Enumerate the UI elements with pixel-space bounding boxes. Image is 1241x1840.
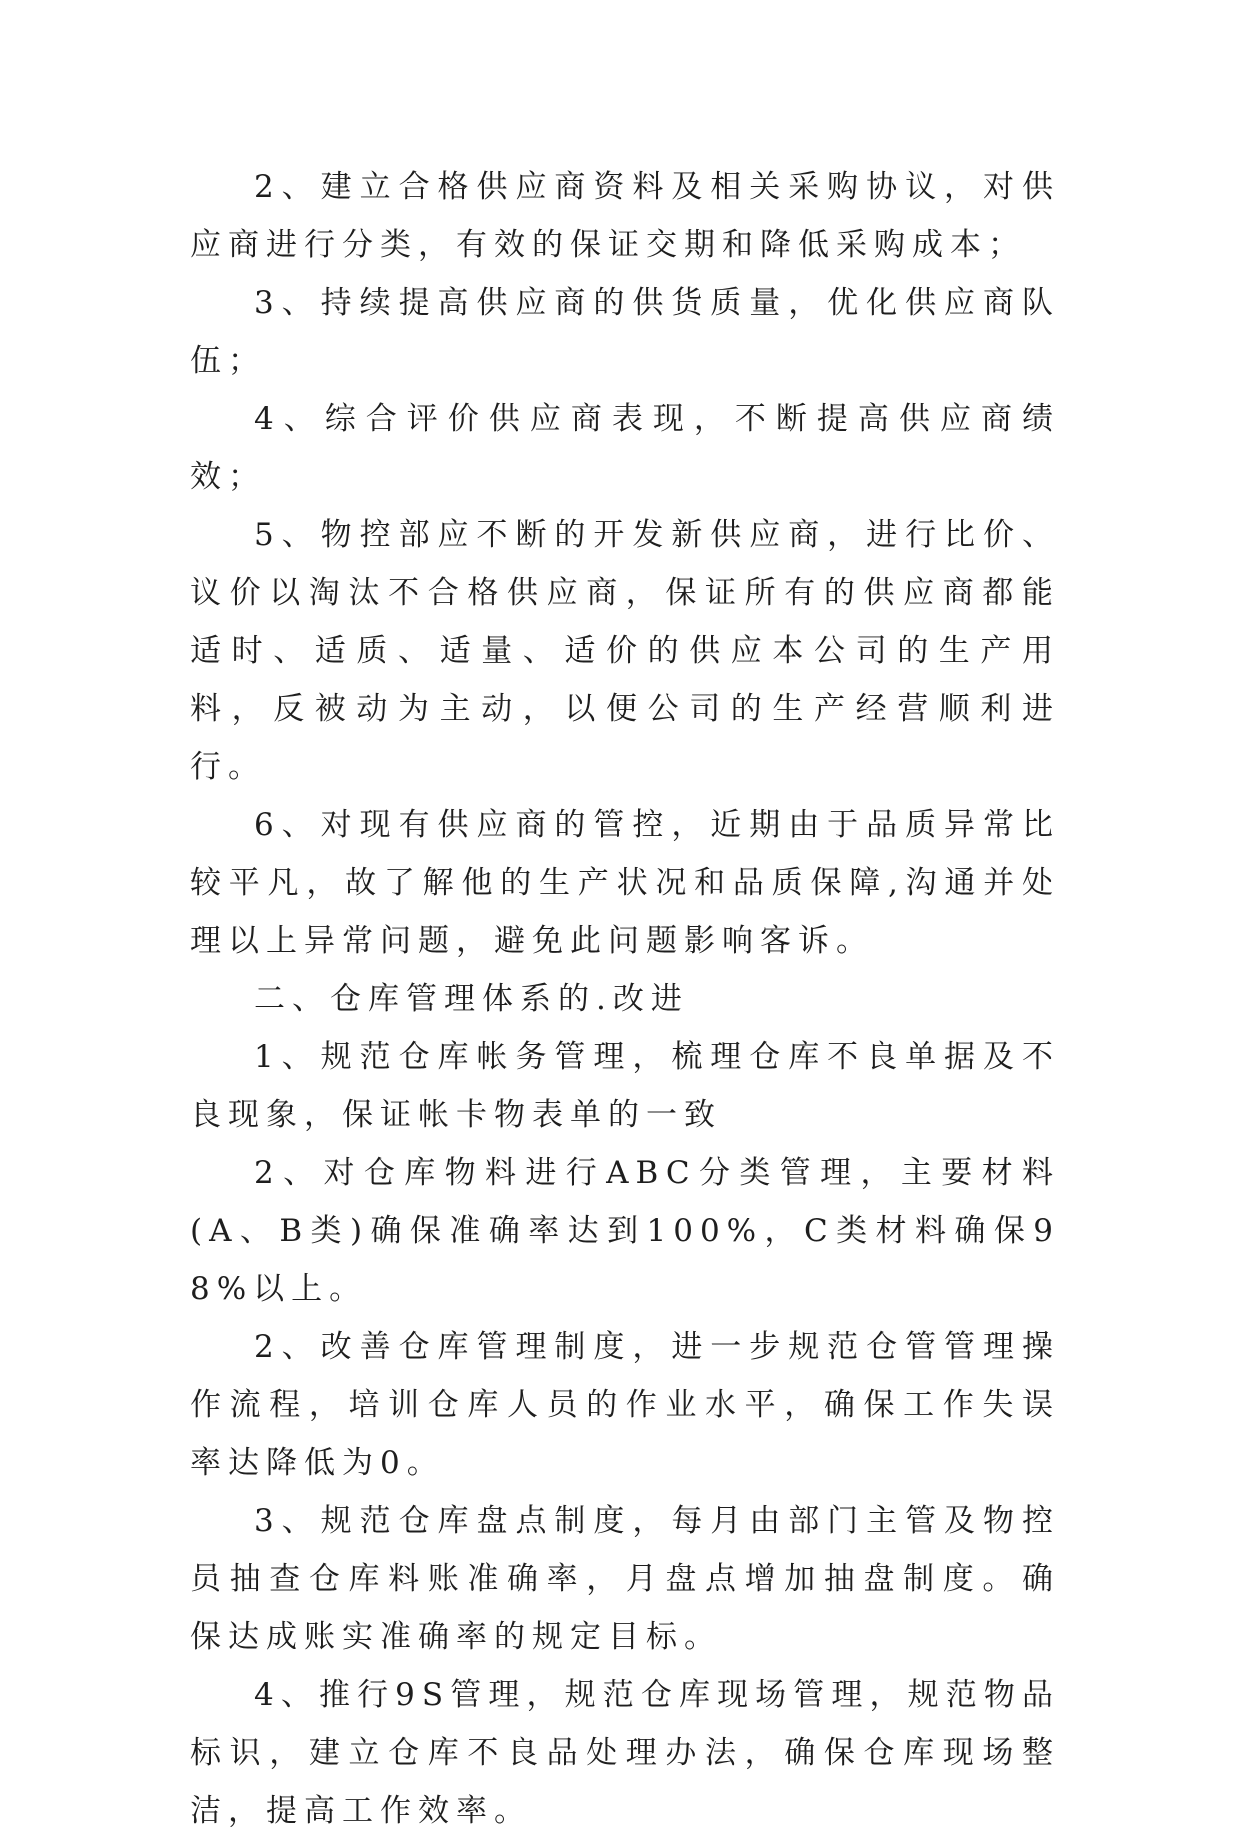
paragraph-warehouse-accounts: 1、规范仓库帐务管理，梳理仓库不良单据及不良现象，保证帐卡物表单的一致 xyxy=(190,1039,1060,1133)
paragraph-supplier-control: 6、对现有供应商的管控，近期由于品质异常比较平凡，故了解他的生产状况和品质保障,沟通并处理以上异常问题，避免此问题影响客诉。 xyxy=(190,807,1060,959)
document-body xyxy=(190,158,1060,1840)
paragraph-9s-management: 4、推行9S管理，规范仓库现场管理，规范物品标识，建立仓库不良品处理办法，确保仓库现场整洁，提高工作效率。 xyxy=(190,1677,1060,1829)
paragraph-new-suppliers: 5、物控部应不断的开发新供应商，进行比价、议价以淘汰不合格供应商，保证所有的供应商都能适时、适质、适量、适价的供应本公司的生产用料，反被动为主动，以便公司的生产经营顺利进行。 xyxy=(190,517,1060,785)
paragraph-supplier-evaluation: 4、综合评价供应商表现，不断提高供应商绩效； xyxy=(190,401,1060,495)
section-heading-warehouse: 二、仓库管理体系的.改进 xyxy=(254,981,689,1017)
paragraph-supply-quality: 3、持续提高供应商的供货质量，优化供应商队伍； xyxy=(190,285,1060,379)
paragraph-inventory-count: 3、规范仓库盘点制度，每月由部门主管及物控员抽查仓库料账准确率，月盘点增加抽盘制度。确保达成账实准确率的规定目标。 xyxy=(190,1503,1060,1655)
paragraph-warehouse-rules: 2、改善仓库管理制度，进一步规范仓管管理操作流程，培训仓库人员的作业水平，确保工作失误率达降低为0。 xyxy=(190,1329,1060,1481)
paragraph-abc-classification: 2、对仓库物料进行ABC分类管理，主要材料(A、B类)确保准确率达到100%，C类材料确保98%以上。 xyxy=(190,1155,1060,1307)
paragraph-supplier-agreements: 2、建立合格供应商资料及相关采购协议，对供应商进行分类，有效的保证交期和降低采购成本； xyxy=(190,169,1060,263)
